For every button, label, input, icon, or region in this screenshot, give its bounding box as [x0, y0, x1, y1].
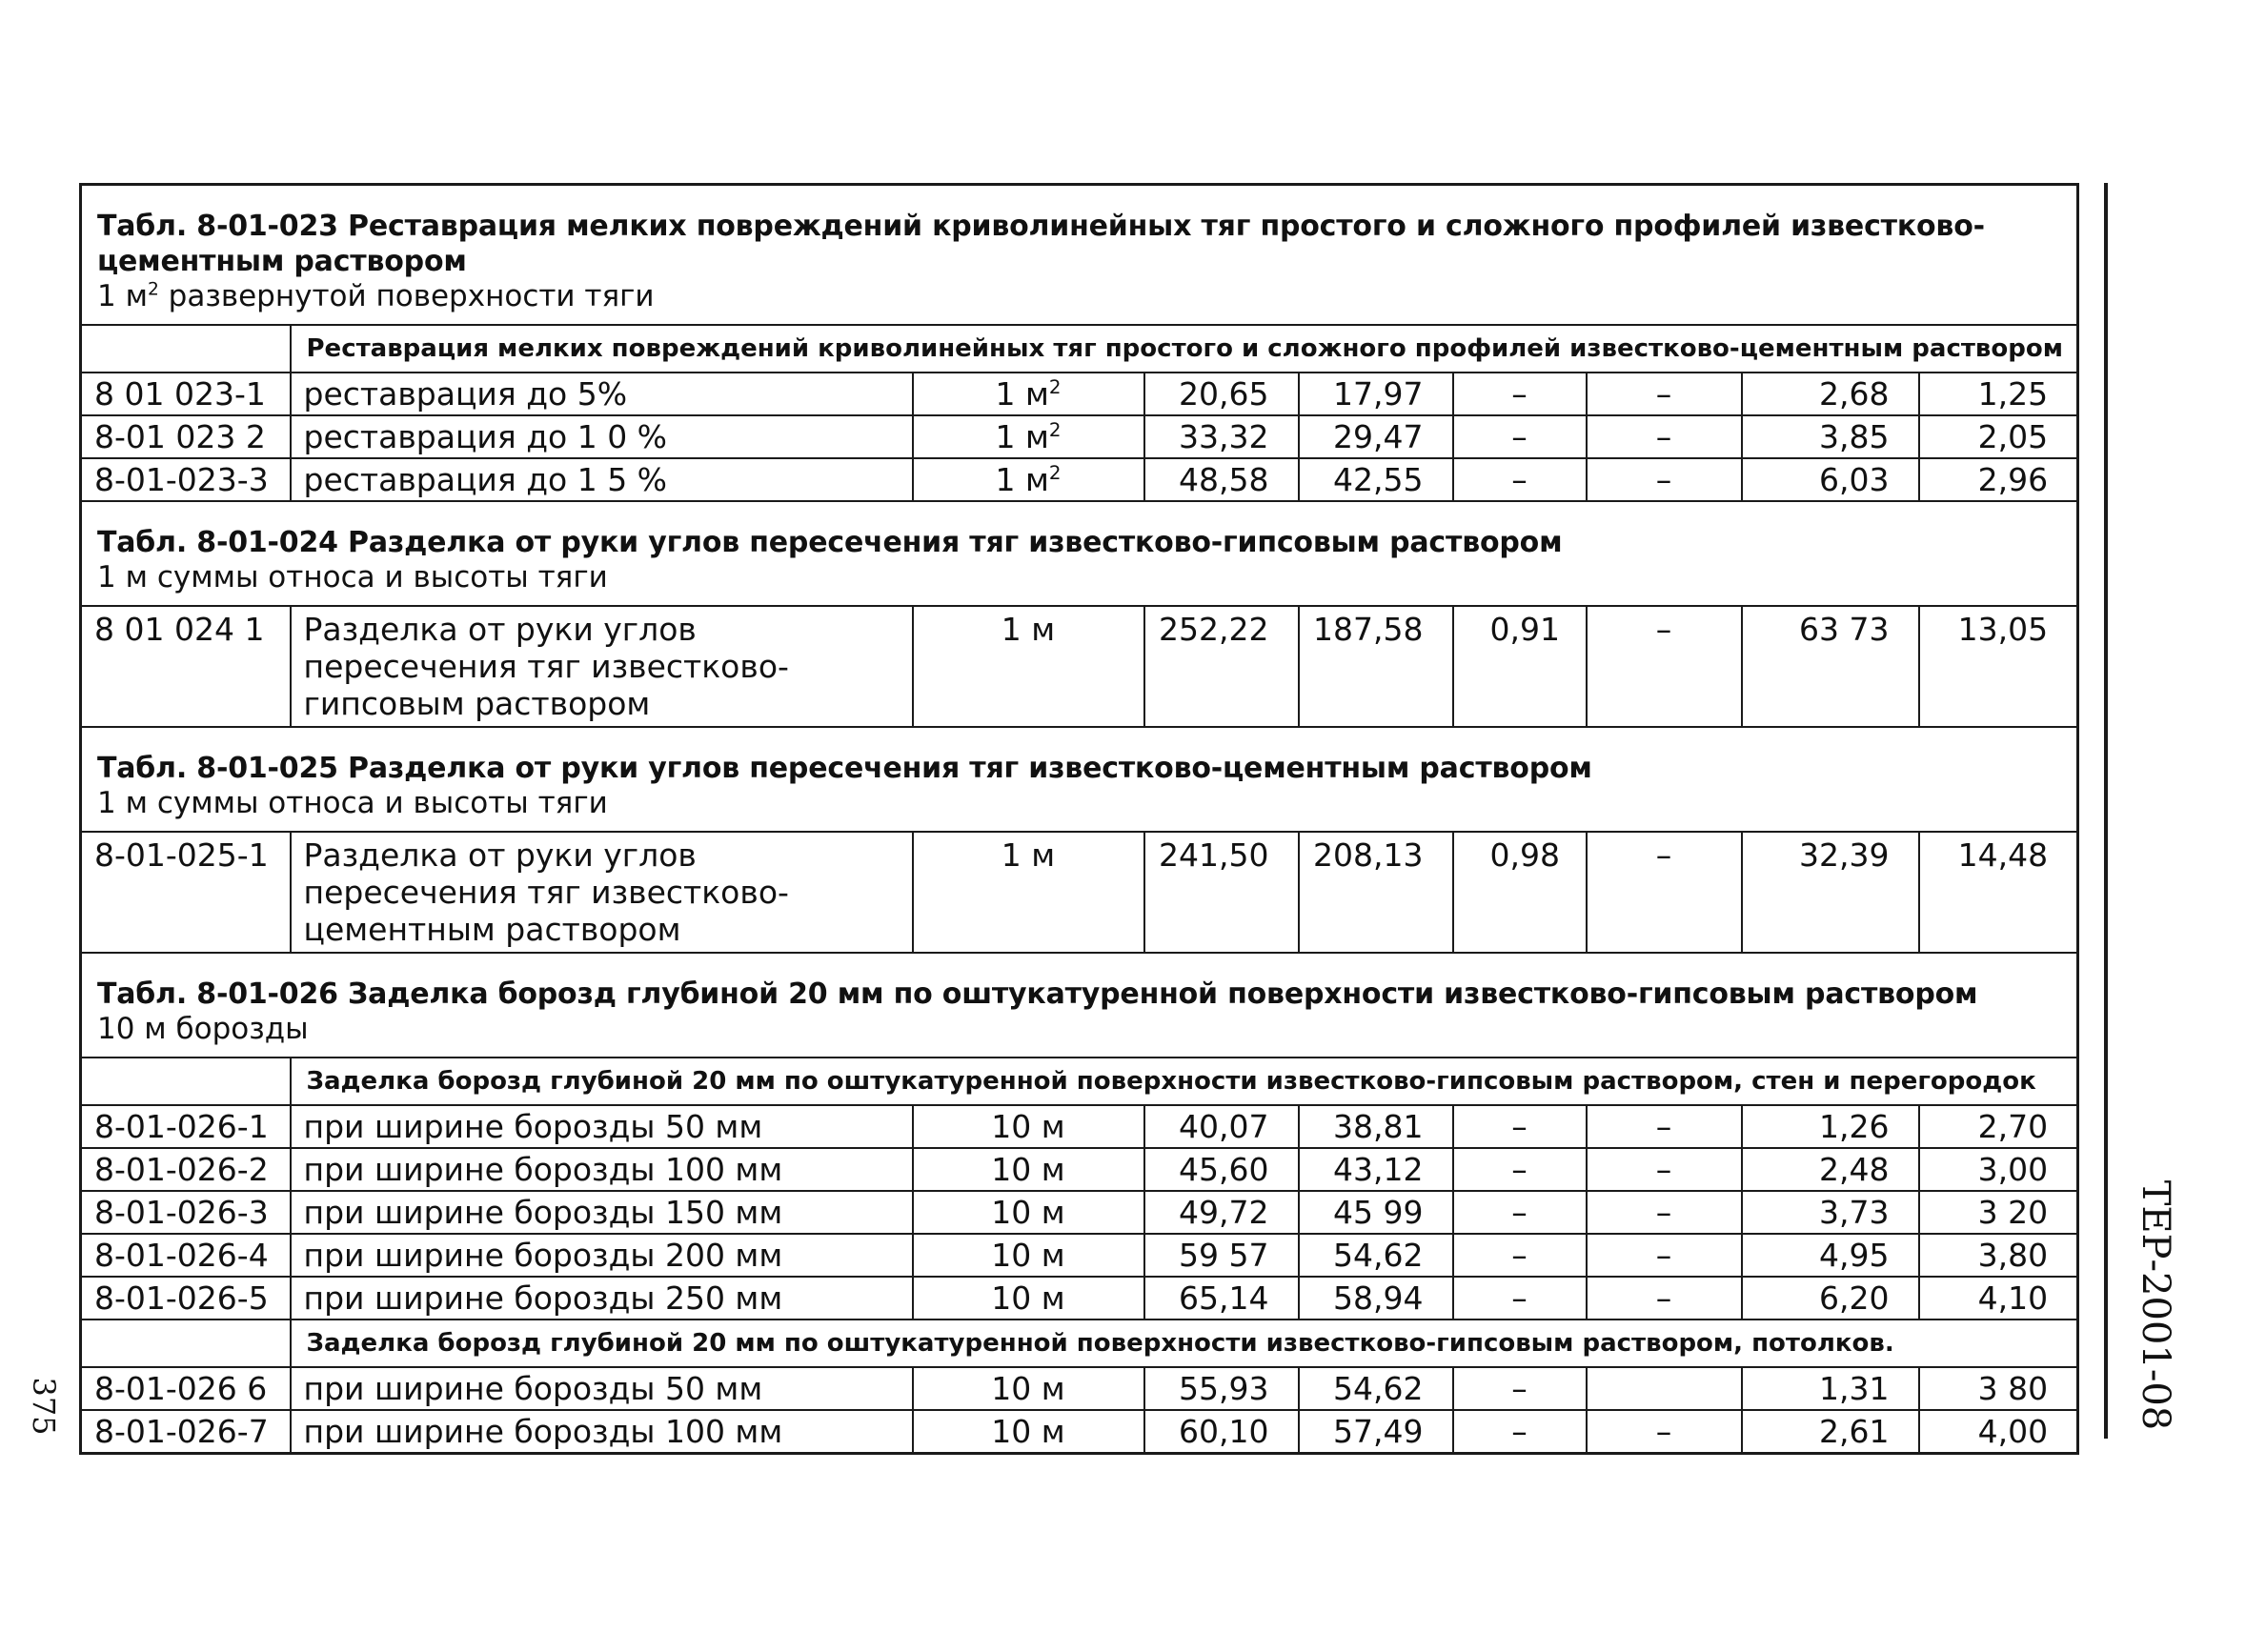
value-cell: 65,14 — [1144, 1277, 1299, 1320]
table-row — [81, 1105, 2078, 1148]
subsection-row — [81, 1058, 2078, 1105]
value-cell: 13,05 — [1919, 606, 2078, 727]
empty-cell — [81, 325, 291, 373]
value-cell: – — [1587, 832, 1742, 953]
value-cell: 6,20 — [1742, 1277, 1919, 1320]
section-header — [81, 501, 2078, 606]
value-cell: – — [1453, 1367, 1587, 1410]
value-cell: 60,10 — [1144, 1410, 1299, 1454]
rate-code: 8-01-025-1 — [81, 832, 291, 953]
value-cell: 3,73 — [1742, 1191, 1919, 1234]
value-cell: 48,58 — [1144, 458, 1299, 501]
value-cell: 241,50 — [1144, 832, 1299, 953]
value-cell: 187,58 — [1299, 606, 1453, 727]
binding-rule — [2104, 183, 2108, 1439]
value-cell: 59 57 — [1144, 1234, 1299, 1277]
rate-code: 8-01-026-5 — [81, 1277, 291, 1320]
document-code: ТЕР-2001-08 — [2134, 1179, 2177, 1431]
value-cell: – — [1587, 1410, 1742, 1454]
rate-code: 8-01 023 2 — [81, 415, 291, 458]
work-name: реставрация до 1 5 % — [291, 458, 913, 501]
subsection-row — [81, 325, 2078, 373]
unit-cell: 10 м — [913, 1191, 1144, 1234]
table-row — [81, 1234, 2078, 1277]
value-cell: – — [1453, 415, 1587, 458]
value-cell: – — [1453, 1105, 1587, 1148]
rates-table — [79, 183, 2079, 1455]
table-row — [81, 458, 2078, 501]
table-row — [81, 1191, 2078, 1234]
unit-cell: 1 м — [913, 832, 1144, 953]
value-cell: 3,85 — [1742, 415, 1919, 458]
value-cell: – — [1587, 415, 1742, 458]
value-cell: – — [1587, 1148, 1742, 1191]
value-cell: – — [1587, 458, 1742, 501]
value-cell: 45 99 — [1299, 1191, 1453, 1234]
section-title: Табл. 8-01-026 Заделка борозд глубиной 20 мм по оштукатуренной поверхности известково-гипсовым раствором — [97, 977, 1978, 1011]
value-cell: 208,13 — [1299, 832, 1453, 953]
section-header — [81, 185, 2078, 326]
work-name: при ширине борозды 100 мм — [291, 1148, 913, 1191]
unit-cell: 10 м — [913, 1410, 1144, 1454]
value-cell: 2,96 — [1919, 458, 2078, 501]
work-name: при ширине борозды 50 мм — [291, 1367, 913, 1410]
value-cell: – — [1453, 373, 1587, 415]
value-cell: – — [1587, 1105, 1742, 1148]
value-cell: – — [1587, 1234, 1742, 1277]
table-row — [81, 1367, 2078, 1410]
work-name: реставрация до 1 0 % — [291, 415, 913, 458]
table-row — [81, 373, 2078, 415]
empty-cell — [81, 1058, 291, 1105]
value-cell: 33,32 — [1144, 415, 1299, 458]
table-row — [81, 1277, 2078, 1320]
unit-cell: 1 м — [913, 606, 1144, 727]
unit-cell: 10 м — [913, 1277, 1144, 1320]
section-title: Табл. 8-01-024 Разделка от руки углов пересечения тяг известково-гипсовым раствором — [97, 526, 1563, 559]
section-unit: 10 м борозды — [97, 1012, 309, 1046]
section-title: Табл. 8-01-023 Реставрация мелких повреждений криволинейных тяг простого и сложного профилей известково-цементным раствором — [97, 210, 1985, 278]
rate-code: 8 01 023-1 — [81, 373, 291, 415]
value-cell: 57,49 — [1299, 1410, 1453, 1454]
rate-code: 8 01 024 1 — [81, 606, 291, 727]
value-cell: 29,47 — [1299, 415, 1453, 458]
work-name: Разделка от руки углов пересечения тяг известково-гипсовым раствором — [291, 606, 913, 727]
value-cell: 55,93 — [1144, 1367, 1299, 1410]
subsection-title: Заделка борозд глубиной 20 мм по оштукатуренной поверхности известково-гипсовым раствором, стен и перегородок — [291, 1058, 2078, 1105]
value-cell: 20,65 — [1144, 373, 1299, 415]
subsection-title: Реставрация мелких повреждений криволинейных тяг простого и сложного профилей известково-цементным раствором — [291, 325, 2078, 373]
section-unit: 1 м суммы относа и высоты тяги — [97, 786, 608, 820]
unit-cell: 1 $м^2$ — [913, 415, 1144, 458]
value-cell: 3,00 — [1919, 1148, 2078, 1191]
section-header — [81, 727, 2078, 832]
value-cell: 49,72 — [1144, 1191, 1299, 1234]
value-cell: 6,03 — [1742, 458, 1919, 501]
rate-code: 8-01-023-3 — [81, 458, 291, 501]
rate-code: 8-01-026-2 — [81, 1148, 291, 1191]
unit-cell: 10 м — [913, 1367, 1144, 1410]
subsection-row — [81, 1320, 2078, 1367]
value-cell: – — [1587, 1277, 1742, 1320]
value-cell: – — [1453, 1234, 1587, 1277]
value-cell: 4,95 — [1742, 1234, 1919, 1277]
value-cell: 58,94 — [1299, 1277, 1453, 1320]
value-cell: 4,00 — [1919, 1410, 2078, 1454]
unit-cell: 1 $м^2$ — [913, 458, 1144, 501]
rate-code: 8-01-026-3 — [81, 1191, 291, 1234]
rate-code: 8-01-026-7 — [81, 1410, 291, 1454]
value-cell: 40,07 — [1144, 1105, 1299, 1148]
value-cell: 1,25 — [1919, 373, 2078, 415]
value-cell: 14,48 — [1919, 832, 2078, 953]
value-cell: 43,12 — [1299, 1148, 1453, 1191]
value-cell: 54,62 — [1299, 1367, 1453, 1410]
value-cell: 0,91 — [1453, 606, 1587, 727]
value-cell: 2,70 — [1919, 1105, 2078, 1148]
rate-code: 8-01-026-1 — [81, 1105, 291, 1148]
value-cell: 2,05 — [1919, 415, 2078, 458]
value-cell: 63 73 — [1742, 606, 1919, 727]
subsection-title: Заделка борозд глубиной 20 мм по оштукатуренной поверхности известково-гипсовым раствором, потолков. — [291, 1320, 2078, 1367]
value-cell: – — [1453, 1148, 1587, 1191]
value-cell: – — [1453, 1191, 1587, 1234]
rate-code: 8-01-026 6 — [81, 1367, 291, 1410]
value-cell: 252,22 — [1144, 606, 1299, 727]
value-cell: 38,81 — [1299, 1105, 1453, 1148]
unit-cell: 10 м — [913, 1148, 1144, 1191]
work-name: при ширине борозды 200 мм — [291, 1234, 913, 1277]
section-title: Табл. 8-01-025 Разделка от руки углов пересечения тяг известково-цементным раствором — [97, 752, 1592, 785]
value-cell: 54,62 — [1299, 1234, 1453, 1277]
section-unit: 1 $м^2$ развернутой поверхности тяги — [97, 279, 655, 313]
table-row — [81, 832, 2078, 953]
value-cell: 3 20 — [1919, 1191, 2078, 1234]
value-cell: 1,26 — [1742, 1105, 1919, 1148]
work-name: при ширине борозды 250 мм — [291, 1277, 913, 1320]
unit-cell: 10 м — [913, 1234, 1144, 1277]
unit-cell: 10 м — [913, 1105, 1144, 1148]
value-cell: – — [1453, 1410, 1587, 1454]
work-name: при ширине борозды 150 мм — [291, 1191, 913, 1234]
value-cell: 32,39 — [1742, 832, 1919, 953]
work-name: при ширине борозды 100 мм — [291, 1410, 913, 1454]
value-cell: – — [1587, 606, 1742, 727]
value-cell: 2,48 — [1742, 1148, 1919, 1191]
value-cell: 45,60 — [1144, 1148, 1299, 1191]
value-cell: 0,98 — [1453, 832, 1587, 953]
value-cell: 3,80 — [1919, 1234, 2078, 1277]
table-row — [81, 1148, 2078, 1191]
value-cell: – — [1587, 373, 1742, 415]
rate-code: 8-01-026-4 — [81, 1234, 291, 1277]
value-cell: 2,61 — [1742, 1410, 1919, 1454]
value-cell: 42,55 — [1299, 458, 1453, 501]
table-row — [81, 606, 2078, 727]
value-cell: 2,68 — [1742, 373, 1919, 415]
empty-cell — [81, 1320, 291, 1367]
value-cell: – — [1453, 458, 1587, 501]
value-cell: 1,31 — [1742, 1367, 1919, 1410]
unit-cell: 1 $м^2$ — [913, 373, 1144, 415]
value-cell: – — [1453, 1277, 1587, 1320]
work-name: при ширине борозды 50 мм — [291, 1105, 913, 1148]
section-header — [81, 953, 2078, 1058]
page-number: 375 — [26, 1377, 62, 1436]
value-cell: 3 80 — [1919, 1367, 2078, 1410]
work-name: реставрация до 5% — [291, 373, 913, 415]
value-cell: – — [1587, 1191, 1742, 1234]
value-cell: 17,97 — [1299, 373, 1453, 415]
table-row — [81, 415, 2078, 458]
table-row — [81, 1410, 2078, 1454]
section-unit: 1 м суммы относа и высоты тяги — [97, 560, 608, 594]
value-cell — [1587, 1367, 1742, 1410]
value-cell: 4,10 — [1919, 1277, 2078, 1320]
work-name: Разделка от руки углов пересечения тяг известково-цементным раствором — [291, 832, 913, 953]
